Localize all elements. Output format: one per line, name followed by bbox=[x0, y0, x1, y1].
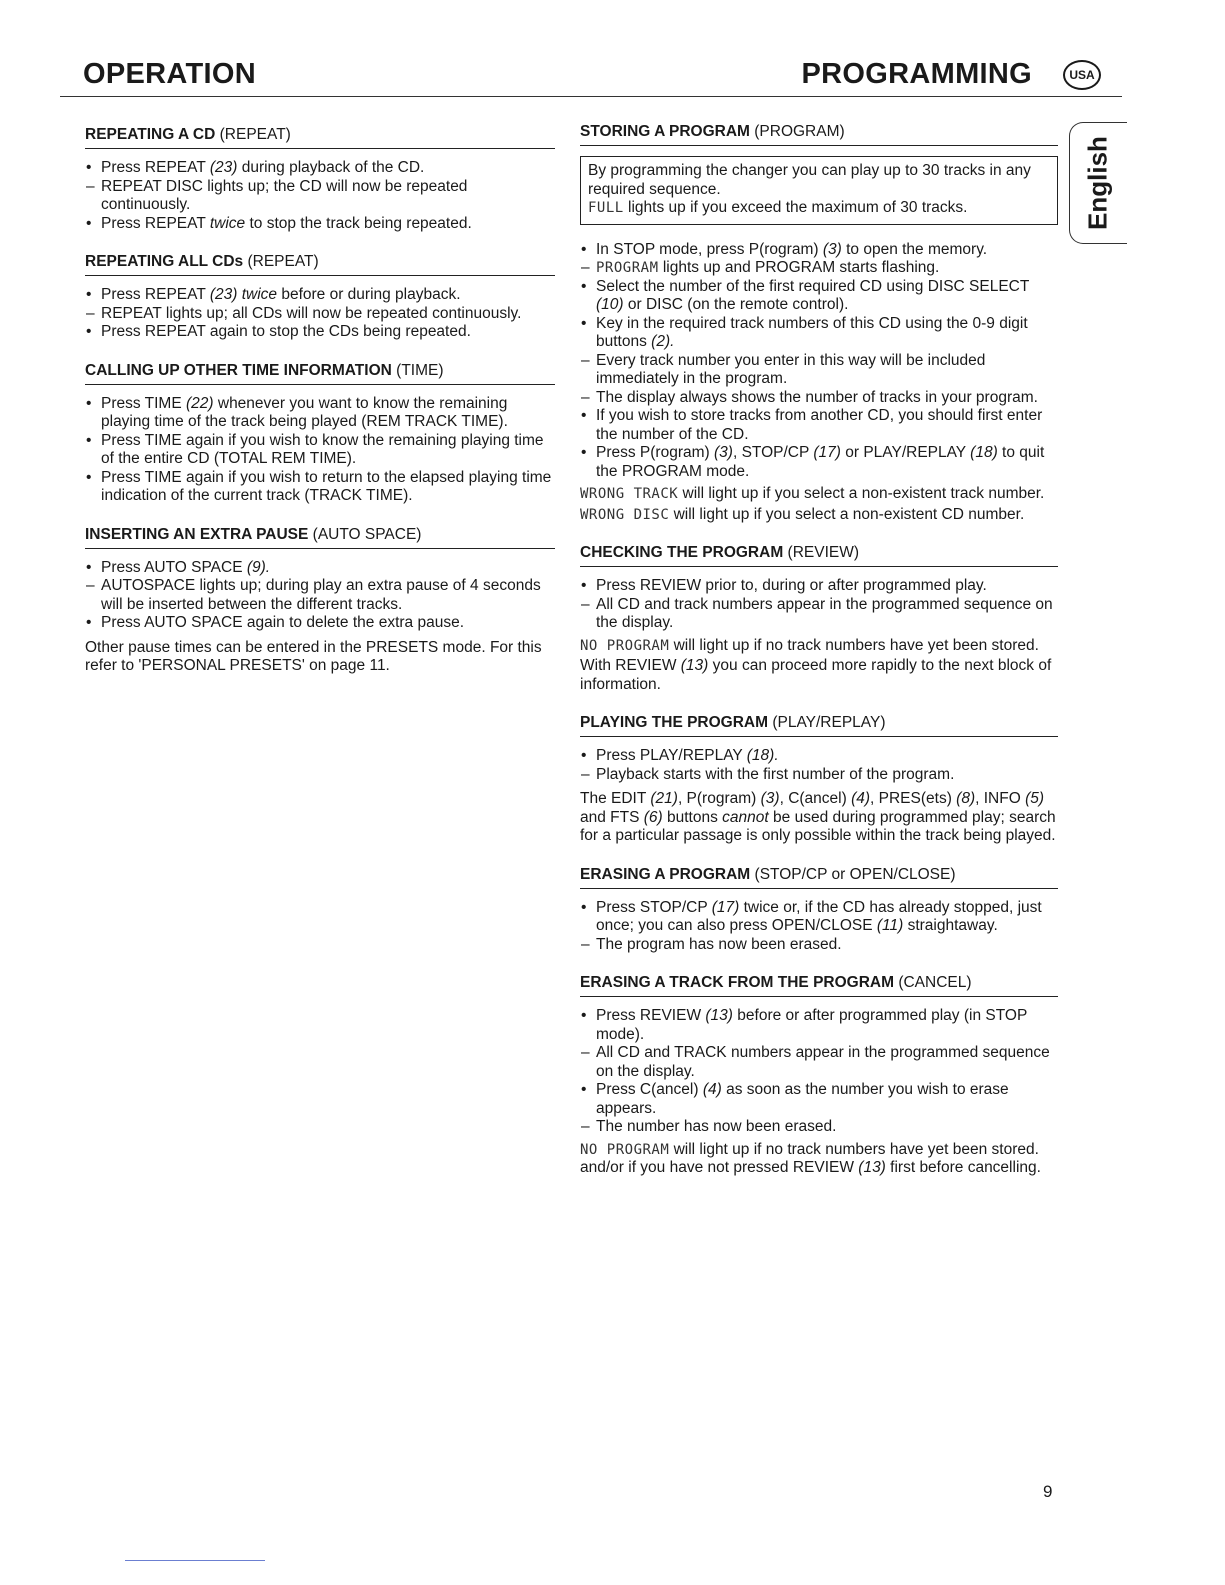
paragraph: WRONG TRACK will light up if you select a non-existent track number. bbox=[580, 485, 1045, 502]
heading-bold: INSERTING AN EXTRA PAUSE bbox=[85, 525, 309, 543]
list-item: • Press TIME again if you wish to know the remaining playing time of the entire CD (TOTAL REM TIME). bbox=[86, 431, 544, 467]
section-heading bbox=[85, 253, 555, 276]
section-heading bbox=[85, 526, 555, 549]
list-item: – The number has now been erased. bbox=[581, 1118, 837, 1135]
instruction-list bbox=[580, 747, 1058, 784]
list-item: • Press P(rogram) (3), STOP/CP (17) or PLAY/REPLAY (18) to quit the PROGRAM mode. bbox=[581, 444, 1045, 480]
section-storing-a-program bbox=[580, 123, 1058, 524]
list-item: • Press TIME again if you wish to return to the elapsed playing time indication of the current track (TRACK TIME). bbox=[86, 468, 552, 504]
list-item: – REPEAT DISC lights up; the CD will now be repeated continuously. bbox=[86, 177, 468, 213]
section-heading bbox=[580, 544, 1058, 567]
page-title-operation: OPERATION bbox=[83, 58, 256, 90]
list-item: – PROGRAM lights up and PROGRAM starts flashing. bbox=[581, 259, 940, 276]
list-item: • Press REPEAT again to stop the CDs being repeated. bbox=[86, 323, 471, 340]
list-item: • Press AUTO SPACE again to delete the extra pause. bbox=[86, 614, 465, 631]
paragraph: NO PROGRAM will light up if no track numbers have yet been stored. and/or if you have not pressed REVIEW (13) first before cancelling. bbox=[580, 1140, 1041, 1176]
list-item: – REPEAT lights up; all CDs will now be repeated continuously. bbox=[86, 304, 522, 322]
section-playing-the-program bbox=[580, 714, 1058, 846]
instruction-list bbox=[580, 899, 1058, 955]
list-item: • Press REPEAT twice to stop the track being repeated. bbox=[86, 214, 472, 232]
usa-badge: USA bbox=[1063, 60, 1101, 90]
section-heading bbox=[580, 974, 1058, 997]
instruction-list bbox=[580, 1007, 1058, 1137]
heading-bold: ERASING A PROGRAM bbox=[580, 865, 751, 883]
heading-rest: (STOP/CP or OPEN/CLOSE) bbox=[754, 865, 956, 883]
list-item: • Press C(ancel) (4) as soon as the number you wish to erase appears. bbox=[581, 1081, 1009, 1117]
page-title-programming: PROGRAMMING bbox=[801, 58, 1032, 90]
instruction-list bbox=[580, 241, 1058, 482]
section-repeating-a-cd bbox=[85, 126, 555, 233]
page-number: 9 bbox=[1043, 1482, 1053, 1501]
heading-rest: (REPEAT) bbox=[247, 253, 319, 270]
list-item: – The display always shows the number of tracks in your program. bbox=[581, 388, 1038, 406]
info-box bbox=[580, 156, 1058, 225]
right-column bbox=[580, 123, 1058, 1198]
heading-rest: (TIME) bbox=[396, 361, 444, 379]
heading-bold: CALLING UP OTHER TIME INFORMATION bbox=[85, 361, 392, 379]
section-time-information bbox=[85, 362, 555, 506]
info-box-text: lights up if you exceed the maximum of 30 tracks. bbox=[623, 199, 968, 216]
section-erasing-a-program bbox=[580, 866, 1058, 955]
section-heading bbox=[580, 123, 1058, 146]
instruction-list bbox=[85, 559, 555, 633]
paragraph: NO PROGRAM will light up if no track numbers have yet been stored. bbox=[580, 636, 1039, 654]
instruction-list bbox=[85, 286, 555, 342]
lcd-text: FULL bbox=[588, 200, 624, 216]
heading-rest: (PROGRAM) bbox=[754, 123, 845, 140]
list-item: – AUTOSPACE lights up; during play an extra pause of 4 seconds will be inserted between the different tracks. bbox=[86, 577, 541, 613]
section-checking-the-program bbox=[580, 544, 1058, 694]
list-item: – Every track number you enter in this way will be included immediately in the program. bbox=[581, 351, 986, 387]
heading-bold: REPEATING ALL CDs bbox=[85, 253, 244, 270]
instruction-list bbox=[85, 395, 555, 506]
paragraph: WRONG DISC will light up if you select a non-existent CD number. bbox=[580, 505, 1025, 523]
left-column bbox=[85, 126, 555, 696]
list-item: – Playback starts with the first number of the program. bbox=[581, 765, 955, 783]
section-extra-pause bbox=[85, 526, 555, 676]
info-box-text: By programming the changer you can play up to 30 tracks in any required sequence. bbox=[588, 162, 1031, 198]
heading-bold: CHECKING THE PROGRAM bbox=[580, 544, 784, 561]
heading-rest: (PLAY/REPLAY) bbox=[772, 714, 886, 731]
heading-rest: (AUTO SPACE) bbox=[312, 525, 422, 543]
paragraph: Other pause times can be entered in the PRESETS mode. For this refer to 'PERSONAL PRESETS' on page 11. bbox=[85, 638, 542, 674]
list-item: – All CD and track numbers appear in the programmed sequence on the display. bbox=[581, 595, 1053, 631]
section-erasing-a-track bbox=[580, 974, 1058, 1178]
heading-rest: (REPEAT) bbox=[219, 126, 291, 143]
section-heading bbox=[85, 126, 555, 149]
heading-rest: (CANCEL) bbox=[898, 974, 972, 991]
instruction-list bbox=[580, 577, 1058, 633]
list-item: • If you wish to store tracks from another CD, you should first enter the number of the CD. bbox=[581, 407, 1043, 443]
section-repeating-all-cds bbox=[85, 253, 555, 342]
list-item: – All CD and TRACK numbers appear in the programmed sequence on the display. bbox=[581, 1044, 1050, 1080]
list-item: • Press STOP/CP (17) twice or, if the CD has already stopped, just once; you can also press OPEN/CLOSE (11) straightaway. bbox=[581, 898, 1042, 934]
heading-bold: REPEATING A CD bbox=[85, 126, 216, 143]
list-item: • Press AUTO SPACE (9). bbox=[86, 558, 271, 576]
list-item: • Press PLAY/REPLAY (18). bbox=[581, 747, 779, 764]
paragraph: The EDIT (21), P(rogram) (3), C(ancel) (4), PRES(ets) (8), INFO (5) and FTS (6) buttons cannot be used during programmed play; search for a particular passage is only possible within the track being played. bbox=[580, 790, 1056, 844]
section-heading bbox=[85, 362, 555, 385]
list-item: • Select the number of the first required CD using DISC SELECT (10) or DISC (on the remote control). bbox=[581, 277, 1030, 313]
list-item: – The program has now been erased. bbox=[581, 935, 842, 953]
paragraph: With REVIEW (13) you can proceed more rapidly to the next block of information. bbox=[580, 657, 1052, 693]
heading-rest: (REVIEW) bbox=[787, 544, 860, 561]
list-item: • Press REVIEW prior to, during or after programmed play. bbox=[581, 577, 987, 594]
instruction-list bbox=[85, 159, 555, 233]
section-heading bbox=[580, 866, 1058, 889]
list-item: • Press REVIEW (13) before or after programmed play (in STOP mode). bbox=[581, 1007, 1028, 1043]
heading-bold: PLAYING THE PROGRAM bbox=[580, 714, 769, 731]
header-rule bbox=[60, 96, 1122, 97]
heading-bold: STORING A PROGRAM bbox=[580, 123, 750, 140]
list-item: • In STOP mode, press P(rogram) (3) to open the memory. bbox=[581, 240, 988, 258]
section-heading bbox=[580, 714, 1058, 737]
heading-bold: ERASING A TRACK FROM THE PROGRAM bbox=[580, 974, 895, 991]
list-item: • Key in the required track numbers of this CD using the 0-9 digit buttons (2). bbox=[581, 314, 1028, 350]
scan-artifact-line bbox=[125, 1560, 265, 1561]
list-item: • Press TIME (22) whenever you want to know the remaining playing time of the track being played (REM TRACK TIME). bbox=[86, 394, 508, 430]
list-item: • Press REPEAT (23) twice before or during playback. bbox=[86, 286, 461, 303]
list-item: • Press REPEAT (23) during playback of the CD. bbox=[86, 159, 425, 176]
language-label: English bbox=[1082, 136, 1113, 230]
